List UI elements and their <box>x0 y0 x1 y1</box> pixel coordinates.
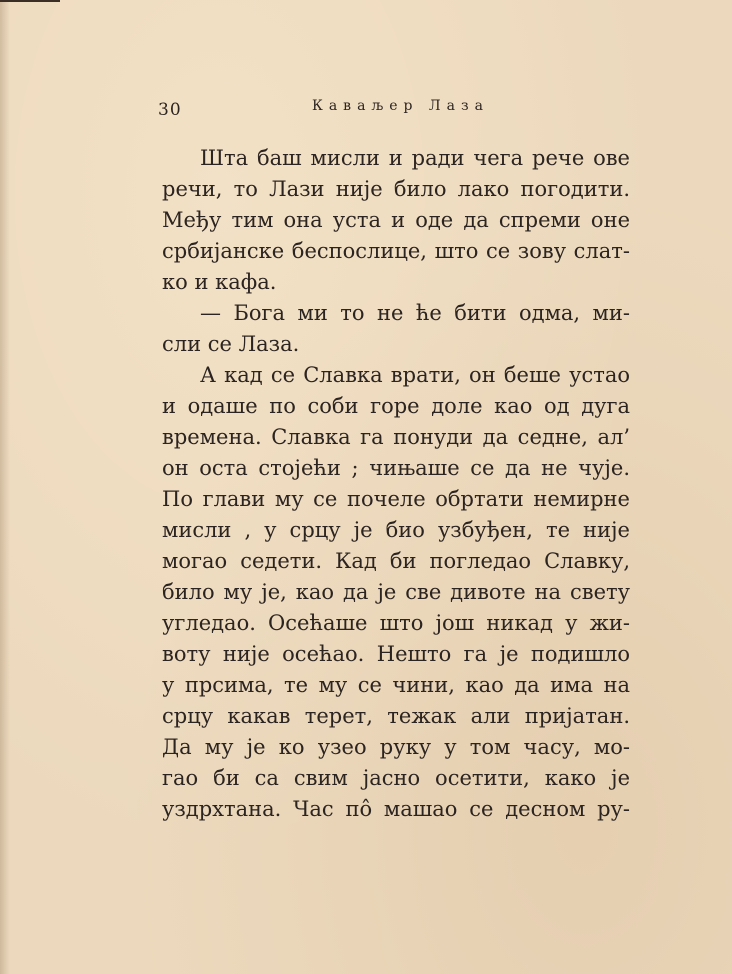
text-line: србијанске беспослице, што се зову слат- <box>162 239 630 263</box>
text-line: Шта баш мисли и ради чега рече ове <box>200 146 630 170</box>
running-title: Каваљер Лаза <box>312 98 489 114</box>
text-line: у прсима, те му се чини, као да има на <box>162 673 630 697</box>
page-edge-shadow <box>0 0 10 974</box>
text-line: могао седети. Кад би погледао Славку, <box>162 549 630 573</box>
text-line: А кад се Славка врати, он беше устао <box>200 363 630 387</box>
text-line: он оста стојећи ; чињаше се да не чује. <box>162 456 630 480</box>
text-line: мисли , у срцу је био узбуђен, те није <box>162 518 630 542</box>
page-number: 30 <box>158 100 182 120</box>
text-line: По глави му се почеле обртати немирне <box>162 487 630 511</box>
text-line: речи, то Лази није било лако погодити. <box>162 177 630 201</box>
text-line: гао би са свим јасно осетити, како је <box>162 766 630 790</box>
text-line: и одаше по соби горе доле као од дуга <box>162 394 630 418</box>
text-line: срцу какав терет, тежак али пријатан. <box>162 704 630 728</box>
text-line: воту није осећао. Нешто га је подишло <box>162 642 630 666</box>
text-line: уздрхтана. Час пô машао се десном ру- <box>162 797 630 821</box>
text-line: угледао. Осећаше што још никад у жи- <box>162 611 630 635</box>
text-line: Да му је ко узео руку у том часу, мо- <box>162 735 630 759</box>
top-edge-mark <box>0 0 60 2</box>
text-line: било му је, као да је све дивоте на свету <box>162 580 630 604</box>
text-line: — Бога ми то не ће бити одма, ми- <box>200 301 630 325</box>
text-line: сли се Лаза. <box>162 332 300 356</box>
text-line: Међу тим она уста и оде да спреми оне <box>162 208 630 232</box>
text-line: ко и кафа. <box>162 270 277 294</box>
text-line: времена. Славка га понуди да седне, ал’ <box>162 425 630 449</box>
